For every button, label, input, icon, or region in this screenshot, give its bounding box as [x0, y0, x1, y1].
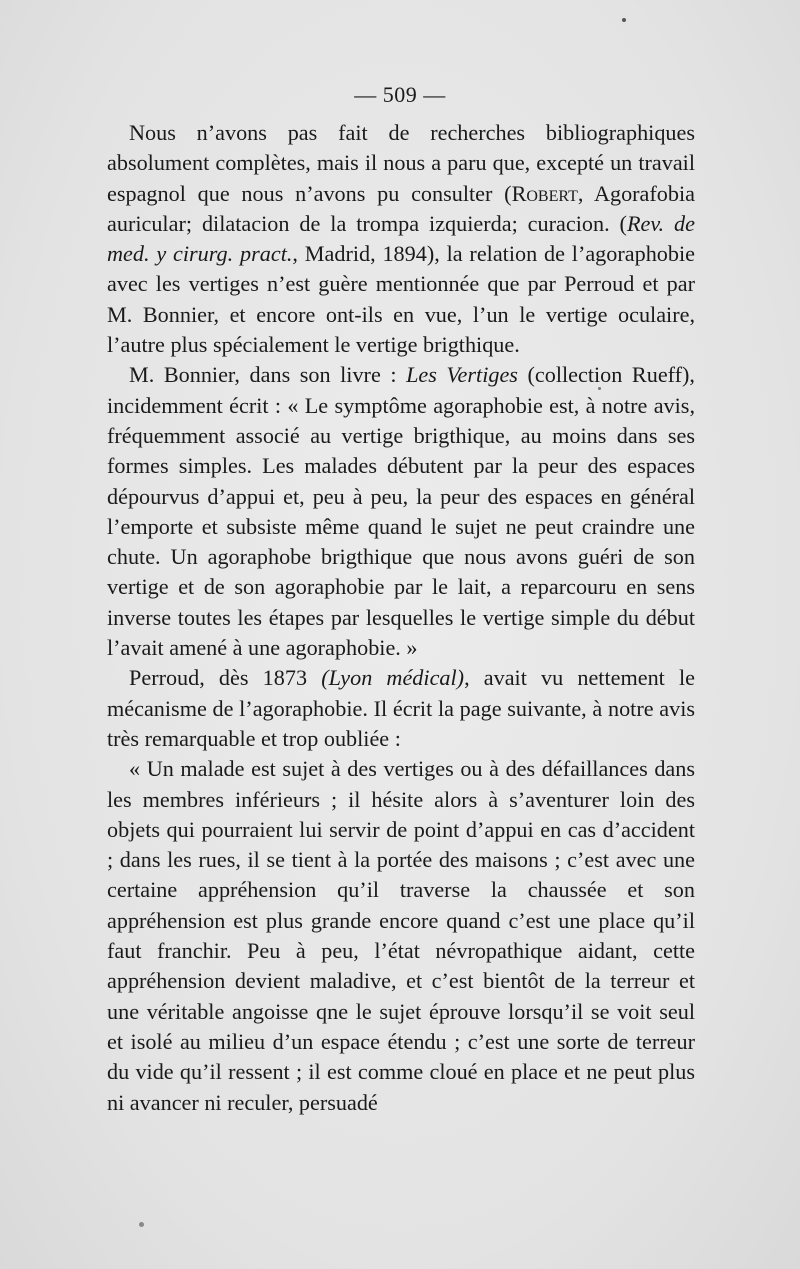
- paragraph: [107, 754, 695, 1118]
- ink-speck: [139, 1222, 144, 1227]
- paragraph: [107, 663, 695, 754]
- body-text: [107, 118, 695, 1118]
- text-run: « Un malade est sujet à des vertiges ou à des défaillances dans les membres inférieurs ; il hésite alors à s’aventurer loin des objets qui pourraient lui servir de point d’appui en cas d’accident ; dans les rues, il se tient à la portée des maisons ; c’est avec une certaine appréhension qu’il traverse la chaussée et son appréhension est plus grande encore quand c’est une place qu’il faut franchir. Peu à peu, l’état névropathique aidant, cette appréhension devient maladive, et c’est bientôt de la terreur et une véritable angoisse qne le sujet éprouve lorsqu’il se voit seul et isolé au milieu d’un espace étendu ; c’est une sorte de terreur du vide qu’il ressent ; il est comme cloué en place et ne peut plus ni avancer ni reculer, persuadé: [107, 756, 695, 1115]
- text-run: M. Bonnier, dans son livre :: [129, 362, 407, 388]
- text-run: Nous n’avons pas fait de recherches bibliographiques absolument complètes, mais il nous a paru que, excepté un travail espagnol que nous n’avons pu consulter (: [107, 120, 695, 206]
- page-number: — 509 —: [354, 82, 446, 107]
- ink-speck: [622, 18, 626, 22]
- paragraph: [107, 118, 695, 360]
- author-name: Robert: [511, 180, 578, 206]
- text-run: , Agorafobia auricular; dilatacion de la trompa izquierda; curacion. (: [107, 180, 695, 236]
- italic-citation: Rev. de med. y cirurg. pract.: [107, 210, 695, 267]
- text-run: (collection Rueff), incidemment écrit : « Le symptôme agoraphobie est, à notre avis, fréquemment associé au vertige brigthique, au moins dans ses formes simples. Les malades débutent par la peur des espaces dépourvus d’appui et, peu à peu, la peur des espaces en général l’emporte et subsiste même quand le sujet ne peut craindre une chute. Un agoraphobe brigthique que nous avons guéri de son vertige et de son agoraphobie par le lait, a reparcouru en sens inverse toutes les étapes par lesquelles le vertige simple du début l’avait amené à une agoraphobie. »: [107, 362, 695, 661]
- text-run: , Madrid, 1894), la relation de l’agoraphobie avec les vertiges n’est guère mentionnée que par Perroud et par M. Bonnier, et encore ont-ils en vue, l’un le vertige oculaire, l’autre plus spécialement le vertige brigthique.: [107, 241, 695, 358]
- text-run: , avait vu nettement le mécanisme de l’agoraphobie. Il écrit la page suivante, à notre avis très remarquable et trop oubliée :: [107, 665, 695, 751]
- italic-citation: (Lyon médical): [321, 665, 465, 691]
- italic-citation: Les Vertiges: [406, 362, 518, 388]
- paragraph: [107, 360, 695, 663]
- text-run: Perroud, dès 1873: [129, 665, 322, 691]
